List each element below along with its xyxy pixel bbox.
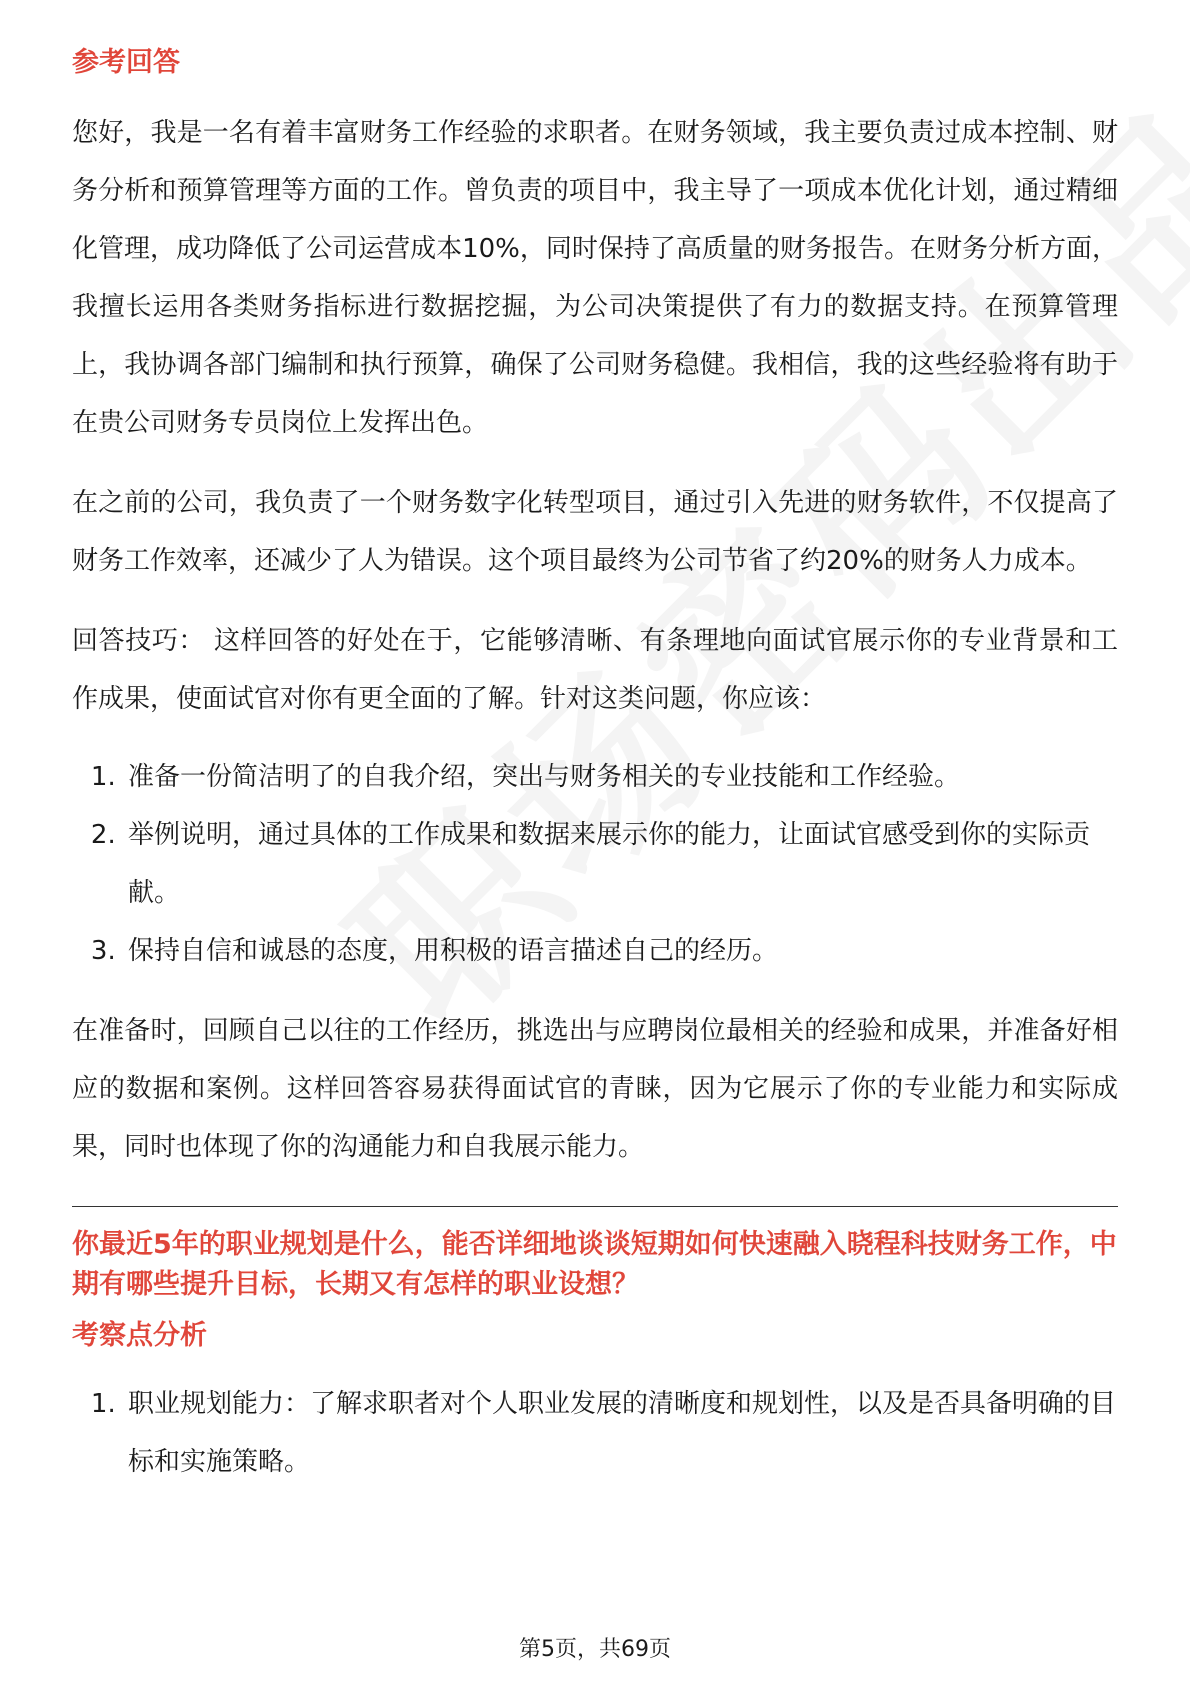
list-item: 2. 举例说明，通过具体的工作成果和数据来展示你的能力，让面试官感受到你的实际贡献。: [124, 806, 1118, 922]
section-divider: [72, 1206, 1118, 1207]
list-item: 1. 职业规划能力：了解求职者对个人职业发展的清晰度和规划性，以及是否具备明确的目标和实施策略。: [124, 1375, 1118, 1491]
tips-intro-paragraph: 回答技巧： 这样回答的好处在于，它能够清晰、有条理地向面试官展示你的专业背景和工作成果，使面试官对你有更全面的了解。针对这类问题，你应该：: [72, 626, 1118, 714]
page-content: [72, 44, 1118, 1491]
list-item: 1. 准备一份简洁明了的自我介绍，突出与财务相关的专业技能和工作经验。: [124, 748, 1118, 806]
answer-heading: 参考回答: [72, 47, 180, 78]
interview-question: 你最近5年的职业规划是什么，能否详细地谈谈短期如何快速融入晓程科技财务工作，中期有哪些提升目标，长期又有怎样的职业设想？: [72, 1229, 1117, 1300]
answer-paragraph-1: 您好，我是一名有着丰富财务工作经验的求职者。在财务领域，我主要负责过成本控制、财务分析和预算管理等方面的工作。曾负责的项目中，我主导了一项成本优化计划，通过精细化管理，成功降低了公司运营成本10%，同时保持了高质量的财务报告。在财务分析方面，我擅长运用各类财务指标进行数据挖掘，为公司决策提供了有力的数据支持。在预算管理上，我协调各部门编制和执行预算，确保了公司财务稳健。我相信，我的这些经验将有助于在贵公司财务专员岗位上发挥出色。: [72, 118, 1118, 438]
analysis-heading: 考察点分析: [72, 1320, 207, 1351]
list-item: 3. 保持自信和诚恳的态度，用积极的语言描述自己的经历。: [124, 922, 1118, 980]
closing-paragraph: 在准备时，回顾自己以往的工作经历，挑选出与应聘岗位最相关的经验和成果，并准备好相应的数据和案例。这样回答容易获得面试官的青睐，因为它展示了你的专业能力和实际成果，同时也体现了你的沟通能力和自我展示能力。: [72, 1016, 1118, 1162]
analysis-list: [72, 1375, 1118, 1491]
tips-list: [72, 748, 1118, 980]
answer-paragraph-2: 在之前的公司，我负责了一个财务数字化转型项目，通过引入先进的财务软件，不仅提高了财务工作效率，还减少了人为错误。这个项目最终为公司节省了约20%的财务人力成本。: [72, 488, 1118, 576]
page-footer: 第5页，共69页: [519, 1637, 671, 1662]
